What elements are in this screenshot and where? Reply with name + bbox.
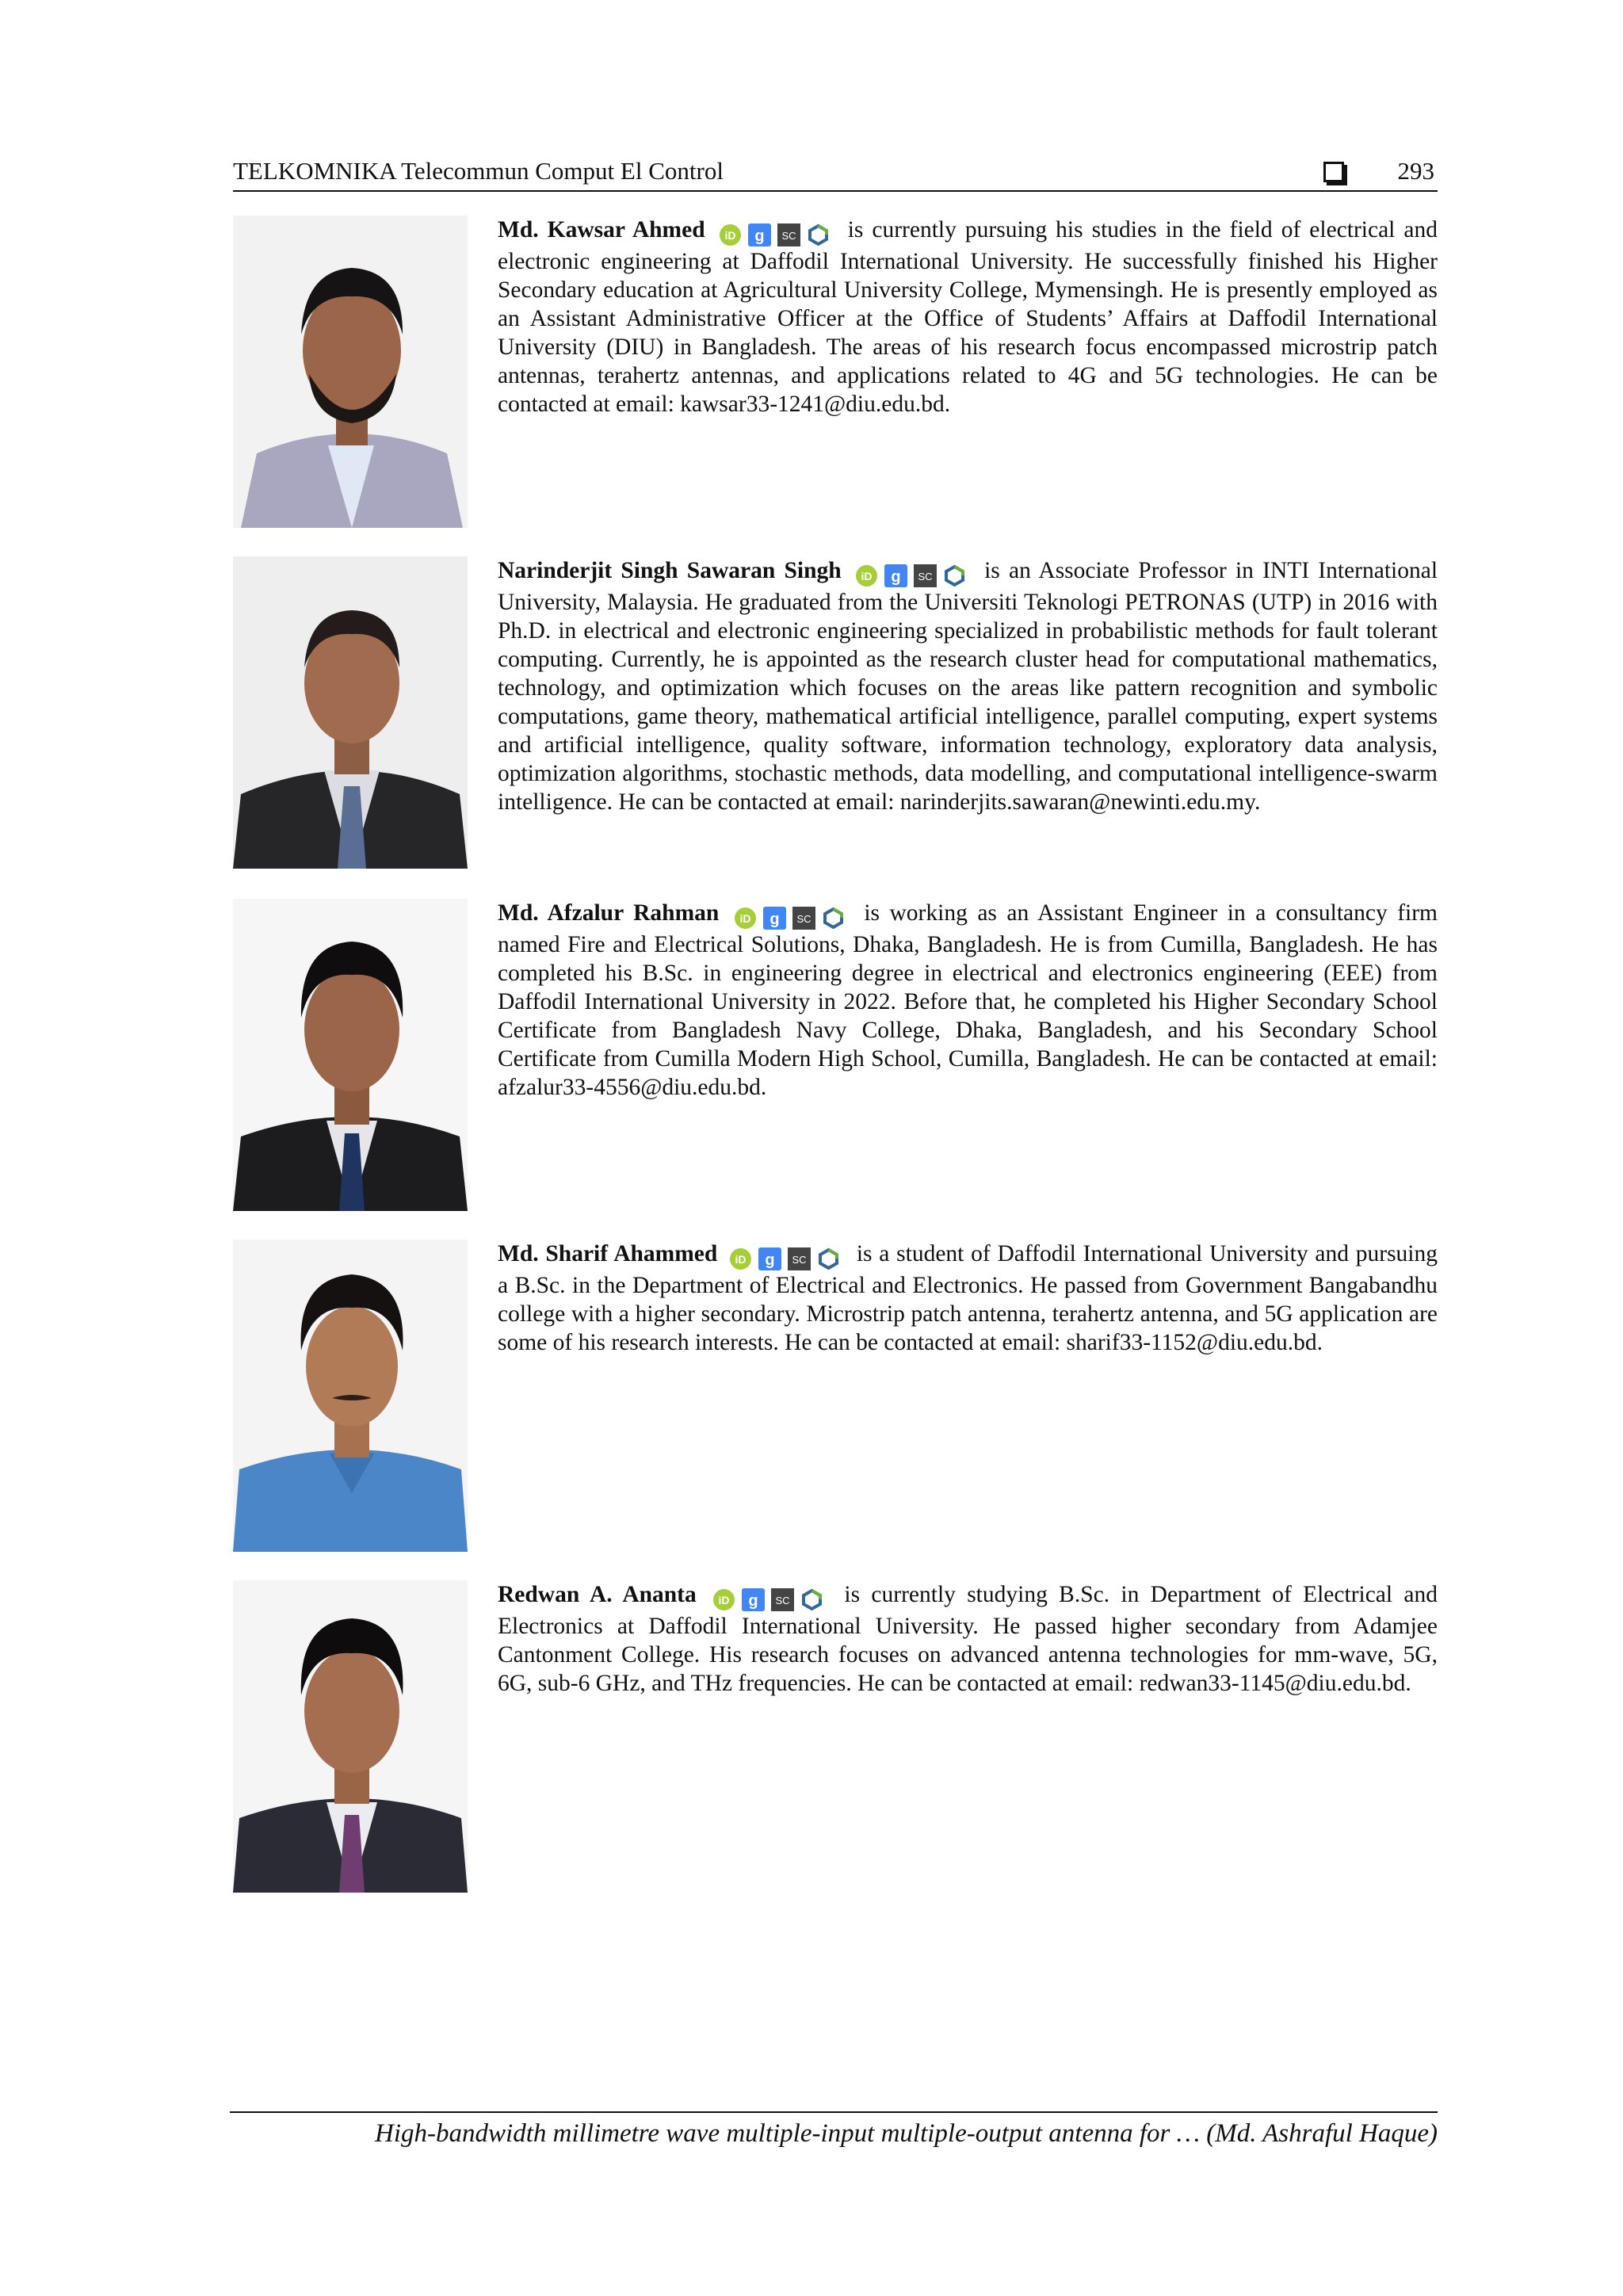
svg-text:SC: SC [796, 912, 812, 925]
svg-text:g: g [891, 567, 901, 586]
orcid-icon[interactable] [712, 1588, 735, 1611]
scopus-icon[interactable] [771, 1588, 794, 1611]
svg-text:SC: SC [775, 1594, 790, 1606]
bio-text [498, 899, 1438, 1102]
bio-description: is currently studying B.Sc. in Department of Electrical and Electronics at Daffodil International University. He passed higher secondary from Adamjee Cantonment College. His research focuses on advanced antenna technologies for mm-wave, 5G, 6G, sub-6 GHz, and THz frequencies. He can be contacted at email: redwan33-1145@diu.edu.bd. [498, 1582, 1438, 1696]
bio-text [498, 1580, 1438, 1698]
google-scholar-icon[interactable] [763, 907, 786, 930]
author-name: Md. Kawsar Ahmed [498, 217, 705, 243]
svg-text:SC: SC [918, 570, 933, 583]
bio-text [498, 556, 1438, 816]
bio-description: is working as an Assistant Engineer in a consultancy firm named Fire and Electrical Solutions, Dhaka, Bangladesh. He is from Cumilla, Bangladesh. He has completed his B.Sc. in engineering degree in electrical and electronics engineering (EEE) from Daffodil International University in 2022. Before that, he completed his Higher Secondary School Certificate from Bangladesh Navy College, Dhaka, Bangladesh, and his Secondary School Certificate from Cumilla Modern High School, Cumilla, Bangladesh. He can be contacted at email: afzalur33-4556@diu.edu.bd. [498, 900, 1438, 1100]
publons-icon[interactable] [822, 907, 845, 930]
google-scholar-icon[interactable] [884, 564, 907, 587]
bio-text [498, 1240, 1438, 1357]
orcid-icon[interactable] [734, 907, 757, 930]
bio-description: is an Associate Professor in INTI International University, Malaysia. He graduated from the Universiti Teknologi PETRONAS (UTP) in 2016 with Ph.D. in electrical and electronic engineering specialized in probabilistic methods for fault tolerant computing. Currently, he is appointed as the research cluster head for computational mathematics, technology, and optimization which focuses on the areas like pattern recognition and symbolic computations, game theory, mathematical artificial intelligence, parallel computing, expert systems and artificial intelligence, quality software, information technology, exploratory data analysis, optimization algorithms, stochastic methods, data modelling, and computational intelligence-swarm intelligence. He can be contacted at email: narinderjits.sawaran@newinti.edu.my. [498, 558, 1438, 815]
svg-text:g: g [769, 910, 780, 928]
google-scholar-icon[interactable] [742, 1588, 765, 1611]
orcid-icon[interactable] [729, 1247, 752, 1270]
page-number: 293 [1397, 157, 1434, 185]
svg-text:SC: SC [792, 1253, 807, 1266]
svg-text:iD: iD [739, 911, 751, 925]
svg-text:SC: SC [781, 229, 796, 242]
scopus-icon[interactable] [788, 1247, 811, 1270]
author-bio [233, 899, 1438, 1211]
author-bio [233, 216, 1438, 528]
author-name: Redwan A. Ananta [498, 1582, 697, 1607]
svg-text:iD: iD [718, 1593, 730, 1606]
svg-text:g: g [748, 1591, 758, 1610]
journal-title: TELKOMNIKA Telecommun Comput El Control [233, 157, 724, 185]
author-bio [233, 1580, 1438, 1893]
running-footer [230, 2111, 1438, 2149]
author-photo [233, 1580, 468, 1893]
publons-icon[interactable] [800, 1588, 823, 1611]
svg-text:g: g [754, 227, 765, 245]
running-header [233, 155, 1438, 192]
author-name: Md. Afzalur Rahman [498, 900, 720, 926]
scopus-icon[interactable] [792, 907, 815, 930]
orcid-icon[interactable] [855, 564, 878, 587]
footer-title: High-bandwidth millimetre wave multiple-input multiple-output antenna for … (Md. Ashraful Haque) [375, 2119, 1438, 2148]
author-photo [233, 899, 468, 1211]
author-photo [233, 1240, 468, 1552]
google-scholar-icon[interactable] [748, 223, 771, 246]
author-bio [233, 1240, 1438, 1552]
svg-text:iD: iD [735, 1252, 747, 1266]
publons-icon[interactable] [817, 1247, 840, 1270]
scopus-icon[interactable] [777, 223, 800, 246]
box-icon [1323, 162, 1344, 182]
author-name: Narinderjit Singh Sawaran Singh [498, 558, 842, 583]
publons-icon[interactable] [943, 564, 966, 587]
publons-icon[interactable] [807, 223, 830, 246]
bio-description: is a student of Daffodil International University and pursuing a B.Sc. in the Department of Electrical and Electronics. He passed from Government Bangabandhu college with a higher secondary. Microstrip patch antenna, terahertz antenna, and 5G application are some of his research interests. He can be contacted at email: sharif33-1152@diu.edu.bd. [498, 1241, 1438, 1355]
author-photo [233, 556, 468, 869]
scopus-icon[interactable] [914, 564, 937, 587]
google-scholar-icon[interactable] [758, 1247, 781, 1270]
svg-text:iD: iD [861, 569, 873, 583]
svg-text:iD: iD [724, 228, 736, 242]
author-bio [233, 556, 1438, 869]
bio-description: is currently pursuing his studies in the field of electrical and electronic engineering at Daffodil International University. He successfully finished his Higher Secondary education at Agricultural University College, Mymensingh. He is presently employed as an Assistant Administrative Officer at the Office of Students’ Affairs at Daffodil International University (DIU) in Bangladesh. The areas of his research focus encompassed microstrip patch antennas, terahertz antennas, and applications related to 4G and 5G technologies. He can be contacted at email: kawsar33-1241@diu.edu.bd. [498, 217, 1438, 417]
orcid-icon[interactable] [719, 223, 742, 246]
bio-text [498, 216, 1438, 418]
author-name: Md. Sharif Ahammed [498, 1241, 718, 1266]
author-photo [233, 216, 468, 528]
svg-text:g: g [765, 1251, 775, 1269]
